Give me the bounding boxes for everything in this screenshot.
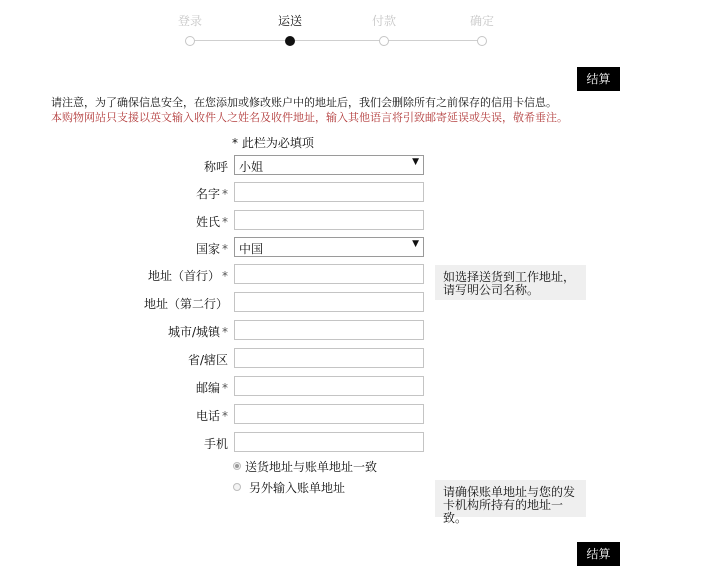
city-label: 城市/城镇 *	[167, 325, 228, 339]
step-shipping-dot	[285, 36, 295, 46]
salutation-label: 称呼	[203, 160, 228, 174]
chevron-down-icon: ▼	[412, 157, 419, 167]
province-label: 省/辖区	[187, 353, 228, 367]
postcode-row	[0, 376, 717, 398]
address2-row	[0, 292, 717, 314]
billing-address-tip: 请确保账单地址与您的发卡机构所持有的地址一致。	[435, 480, 586, 517]
checkout-stepper	[160, 14, 520, 54]
billing-same-radio[interactable]	[233, 462, 241, 470]
province-row	[0, 348, 717, 370]
last-name-input[interactable]	[234, 210, 424, 230]
checkout-button-bottom[interactable]: 结算	[577, 542, 620, 566]
billing-same-option[interactable]	[233, 458, 377, 475]
step-payment-dot	[379, 36, 389, 46]
step-login	[160, 14, 220, 28]
checkout-button-top[interactable]: 结算	[577, 67, 620, 91]
address2-input[interactable]	[234, 292, 424, 312]
notice-line-english-only: 本购物网站只支援以英文输入收件人之姓名及收件地址，输入其他语言将引致邮寄延误或失误，敬希垂注。	[51, 111, 568, 124]
step-confirm-label: 确定	[469, 14, 494, 28]
billing-other-option[interactable]	[233, 479, 345, 496]
billing-other-radio[interactable]	[233, 483, 241, 491]
mobile-input[interactable]	[234, 432, 424, 452]
step-confirm	[452, 14, 512, 28]
required-fields-note: * 此栏为必填项	[232, 136, 314, 150]
step-payment	[354, 14, 414, 28]
postcode-input[interactable]	[234, 376, 424, 396]
step-confirm-dot	[477, 36, 487, 46]
step-login-label: 登录	[177, 14, 202, 28]
province-input[interactable]	[234, 348, 424, 368]
country-value: 中国	[239, 242, 264, 256]
first-name-row	[0, 182, 717, 204]
country-select[interactable]	[234, 237, 424, 257]
phone-row	[0, 404, 717, 426]
notice-line-security: 请注意，为了确保信息安全，在您添加或修改账户中的地址后，我们会删除所有之前保存的信用卡信息。	[51, 96, 557, 109]
first-name-label: 名字 *	[195, 187, 228, 201]
step-shipping	[260, 14, 320, 28]
stepper-line	[188, 40, 484, 41]
salutation-value: 小姐	[239, 160, 264, 174]
city-input[interactable]	[234, 320, 424, 340]
chevron-down-icon: ▼	[412, 239, 419, 249]
billing-same-label: 送货地址与账单地址一致	[245, 460, 378, 474]
salutation-select[interactable]	[234, 155, 424, 175]
country-label: 国家 *	[195, 242, 228, 256]
mobile-row	[0, 432, 717, 454]
city-row	[0, 320, 717, 342]
country-row	[0, 237, 717, 259]
phone-input[interactable]	[234, 404, 424, 424]
postcode-label: 邮编 *	[195, 381, 228, 395]
security-notice	[51, 95, 568, 125]
address2-label: 地址（第二行）	[143, 297, 228, 311]
first-name-input[interactable]	[234, 182, 424, 202]
address1-input[interactable]	[234, 264, 424, 284]
step-login-dot	[185, 36, 195, 46]
step-shipping-label: 运送	[277, 14, 302, 28]
last-name-row	[0, 210, 717, 232]
mobile-label: 手机	[203, 437, 228, 451]
address1-row	[0, 264, 717, 286]
last-name-label: 姓氏 *	[195, 215, 228, 229]
work-address-tip: 如选择送货到工作地址，请写明公司名称。	[435, 265, 586, 300]
address1-label: 地址（首行） *	[147, 269, 228, 283]
billing-other-label: 另外输入账单地址	[249, 481, 346, 495]
salutation-row	[0, 155, 717, 177]
step-payment-label: 付款	[371, 14, 396, 28]
phone-label: 电话 *	[195, 409, 228, 423]
